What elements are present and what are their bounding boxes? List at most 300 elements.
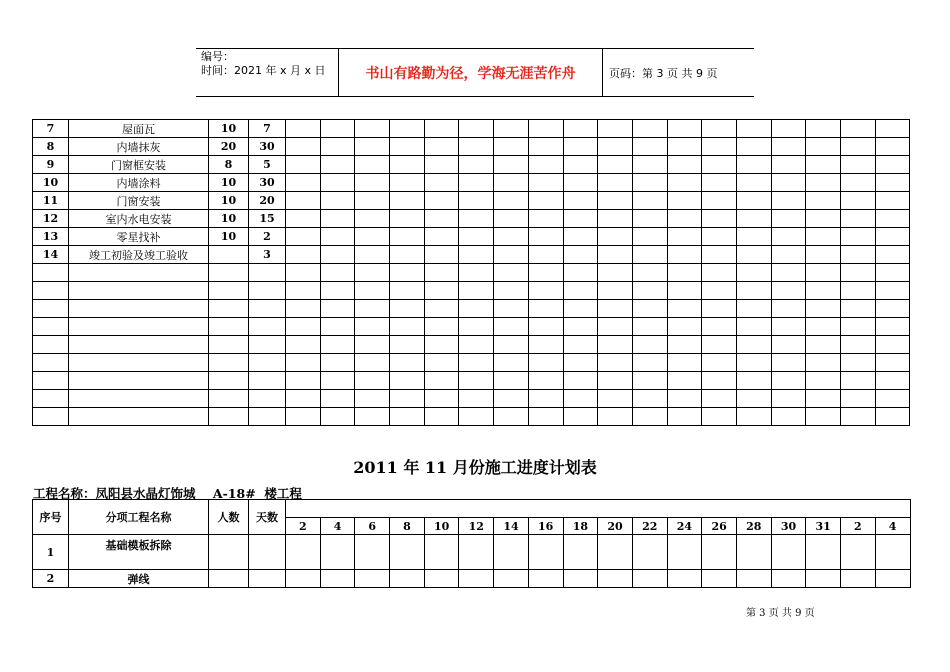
empty-cell <box>459 300 494 318</box>
timeline-cell <box>736 210 771 228</box>
empty-cell <box>563 300 598 318</box>
empty-cell <box>249 354 286 372</box>
timeline-cell <box>563 535 598 570</box>
empty-cell <box>632 300 667 318</box>
empty-cell <box>69 390 209 408</box>
empty-cell <box>563 282 598 300</box>
date-header: 2 <box>286 518 321 535</box>
empty-cell <box>771 282 806 300</box>
empty-cell <box>459 264 494 282</box>
timeline-cell <box>702 210 737 228</box>
timeline-cell <box>424 120 459 138</box>
row-number: 10 <box>33 174 69 192</box>
timeline-cell <box>632 120 667 138</box>
empty-cell <box>841 390 876 408</box>
empty-cell <box>249 264 286 282</box>
empty-cell <box>33 390 69 408</box>
timeline-cell <box>355 120 390 138</box>
timeline-cell <box>667 192 702 210</box>
empty-cell <box>69 264 209 282</box>
timeline-cell <box>841 120 876 138</box>
day-count: 15 <box>249 210 286 228</box>
empty-cell <box>563 390 598 408</box>
empty-cell <box>209 282 249 300</box>
empty-cell <box>320 336 355 354</box>
empty-cell <box>459 336 494 354</box>
empty-cell <box>286 264 321 282</box>
timeline-cell <box>286 192 321 210</box>
timeline-cell <box>494 570 529 588</box>
table-row <box>33 535 911 570</box>
timeline-cell <box>875 210 910 228</box>
timeline-cell <box>355 138 390 156</box>
timeline-cell <box>320 192 355 210</box>
empty-cell <box>875 300 910 318</box>
empty-cell <box>355 354 390 372</box>
timeline-cell <box>806 156 841 174</box>
timeline-cell <box>771 120 806 138</box>
people-count: 10 <box>209 228 249 246</box>
row-number: 13 <box>33 228 69 246</box>
empty-cell <box>320 372 355 390</box>
empty-cell <box>841 318 876 336</box>
empty-cell <box>320 264 355 282</box>
empty-cell <box>459 318 494 336</box>
empty-cell <box>632 408 667 426</box>
timeline-cell <box>459 210 494 228</box>
date-header: 26 <box>702 518 737 535</box>
timeline-cell <box>632 174 667 192</box>
timeline-cell <box>771 156 806 174</box>
timeline-cell <box>875 570 910 588</box>
timeline-cell <box>632 535 667 570</box>
timeline-cell <box>598 535 633 570</box>
empty-cell <box>736 408 771 426</box>
page-footer: 第 3 页 共 9 页 <box>746 608 815 619</box>
timeline-cell <box>459 228 494 246</box>
timeline-cell <box>494 174 529 192</box>
empty-cell <box>841 264 876 282</box>
empty-cell <box>459 390 494 408</box>
timeline-cell <box>286 138 321 156</box>
timeline-cell <box>771 174 806 192</box>
row-number: 12 <box>33 210 69 228</box>
timeline-cell <box>459 156 494 174</box>
timeline-cell <box>702 156 737 174</box>
timeline-cell <box>494 246 529 264</box>
timeline-cell <box>355 210 390 228</box>
timeline-cell <box>875 120 910 138</box>
empty-cell <box>563 264 598 282</box>
header-date-band <box>286 500 911 518</box>
timeline-cell <box>320 210 355 228</box>
empty-cell <box>841 372 876 390</box>
empty-cell <box>286 300 321 318</box>
day-count: 20 <box>249 192 286 210</box>
timeline-cell <box>286 156 321 174</box>
timeline-cell <box>667 535 702 570</box>
day-count: 5 <box>249 156 286 174</box>
timeline-cell <box>598 138 633 156</box>
timeline-cell <box>494 192 529 210</box>
empty-cell <box>528 390 563 408</box>
empty-cell <box>875 318 910 336</box>
table-row <box>33 156 910 174</box>
timeline-cell <box>736 120 771 138</box>
timeline-cell <box>424 210 459 228</box>
timeline-cell <box>459 120 494 138</box>
timeline-cell <box>320 138 355 156</box>
day-count: 30 <box>249 174 286 192</box>
empty-cell <box>702 354 737 372</box>
timeline-cell <box>598 570 633 588</box>
empty-cell <box>771 264 806 282</box>
timeline-cell <box>841 192 876 210</box>
timeline-cell <box>875 246 910 264</box>
timeline-cell <box>702 174 737 192</box>
timeline-cell <box>702 138 737 156</box>
header-name: 分项工程名称 <box>69 500 209 535</box>
empty-cell <box>528 300 563 318</box>
timeline-cell <box>286 210 321 228</box>
task-name: 竣工初验及竣工验收 <box>69 246 209 264</box>
timeline-cell <box>771 535 806 570</box>
empty-cell <box>209 336 249 354</box>
task-name: 屋面瓦 <box>69 120 209 138</box>
timeline-cell <box>598 210 633 228</box>
empty-cell <box>424 318 459 336</box>
empty-cell <box>632 354 667 372</box>
table-row <box>33 318 910 336</box>
empty-cell <box>667 354 702 372</box>
empty-cell <box>702 390 737 408</box>
header-people: 人数 <box>209 500 249 535</box>
timeline-cell <box>286 246 321 264</box>
empty-cell <box>841 336 876 354</box>
timeline-cell <box>667 174 702 192</box>
timeline-cell <box>563 246 598 264</box>
timeline-cell <box>702 246 737 264</box>
timeline-cell <box>875 174 910 192</box>
timeline-cell <box>806 246 841 264</box>
timeline-cell <box>771 570 806 588</box>
timeline-cell <box>355 570 390 588</box>
empty-cell <box>424 300 459 318</box>
empty-cell <box>390 318 425 336</box>
empty-cell <box>494 318 529 336</box>
table-row <box>33 354 910 372</box>
timeline-cell <box>806 120 841 138</box>
timeline-cell <box>563 156 598 174</box>
timeline-cell <box>841 535 876 570</box>
timeline-cell <box>632 570 667 588</box>
empty-cell <box>494 336 529 354</box>
task-name: 弹线 <box>69 570 209 588</box>
project-name: 工程名称：凤阳县水晶灯饰城 A-18# 楼工程 <box>33 486 302 501</box>
table-row <box>33 210 910 228</box>
empty-cell <box>209 264 249 282</box>
row-number: 14 <box>33 246 69 264</box>
timeline-cell <box>390 535 425 570</box>
timeline-cell <box>320 535 355 570</box>
timeline-cell <box>528 120 563 138</box>
timeline-cell <box>286 120 321 138</box>
empty-cell <box>702 336 737 354</box>
timeline-cell <box>459 570 494 588</box>
timeline-cell <box>320 120 355 138</box>
header-days: 天数 <box>249 500 286 535</box>
empty-cell <box>702 264 737 282</box>
timeline-cell <box>320 228 355 246</box>
timeline-cell <box>875 192 910 210</box>
timeline-cell <box>355 535 390 570</box>
empty-cell <box>320 390 355 408</box>
timeline-cell <box>736 192 771 210</box>
timeline-cell <box>736 228 771 246</box>
header-time: 时间：2021 年 x 月 x 日 <box>201 64 326 77</box>
timeline-cell <box>563 228 598 246</box>
empty-cell <box>528 336 563 354</box>
timeline-cell <box>667 210 702 228</box>
timeline-cell <box>494 228 529 246</box>
task-name: 门窗安装 <box>69 192 209 210</box>
empty-cell <box>702 372 737 390</box>
timeline-cell <box>459 535 494 570</box>
task-name: 零星找补 <box>69 228 209 246</box>
empty-cell <box>528 354 563 372</box>
empty-cell <box>598 300 633 318</box>
timeline-cell <box>632 156 667 174</box>
empty-cell <box>69 372 209 390</box>
empty-cell <box>494 390 529 408</box>
timeline-cell <box>806 228 841 246</box>
empty-cell <box>320 408 355 426</box>
empty-cell <box>875 372 910 390</box>
empty-cell <box>736 282 771 300</box>
empty-cell <box>209 408 249 426</box>
empty-cell <box>667 264 702 282</box>
empty-cell <box>390 372 425 390</box>
timeline-cell <box>841 246 876 264</box>
timeline-cell <box>736 138 771 156</box>
timeline-cell <box>320 174 355 192</box>
timeline-cell <box>320 570 355 588</box>
empty-cell <box>806 336 841 354</box>
empty-cell <box>424 282 459 300</box>
timeline-cell <box>598 246 633 264</box>
timeline-cell <box>320 246 355 264</box>
people-count: 10 <box>209 192 249 210</box>
empty-cell <box>563 354 598 372</box>
empty-cell <box>875 282 910 300</box>
timeline-cell <box>424 156 459 174</box>
empty-cell <box>424 372 459 390</box>
empty-cell <box>209 318 249 336</box>
timeline-cell <box>390 570 425 588</box>
empty-cell <box>841 354 876 372</box>
empty-cell <box>563 372 598 390</box>
task-name: 室内水电安装 <box>69 210 209 228</box>
empty-cell <box>33 408 69 426</box>
empty-cell <box>598 282 633 300</box>
empty-cell <box>286 354 321 372</box>
timeline-cell <box>563 192 598 210</box>
timeline-cell <box>771 138 806 156</box>
empty-cell <box>69 300 209 318</box>
day-count: 2 <box>249 228 286 246</box>
empty-cell <box>632 372 667 390</box>
timeline-cell <box>563 138 598 156</box>
empty-cell <box>424 264 459 282</box>
timeline-cell <box>459 174 494 192</box>
timeline-cell <box>390 120 425 138</box>
timeline-cell <box>667 138 702 156</box>
people-count <box>209 570 249 588</box>
timeline-cell <box>771 192 806 210</box>
empty-cell <box>736 372 771 390</box>
timeline-cell <box>875 228 910 246</box>
empty-cell <box>667 318 702 336</box>
empty-cell <box>563 336 598 354</box>
timeline-cell <box>806 174 841 192</box>
date-header: 28 <box>736 518 771 535</box>
timeline-cell <box>528 156 563 174</box>
empty-cell <box>806 282 841 300</box>
empty-cell <box>249 372 286 390</box>
empty-cell <box>209 372 249 390</box>
timeline-cell <box>459 246 494 264</box>
empty-cell <box>632 336 667 354</box>
empty-cell <box>249 408 286 426</box>
empty-cell <box>702 408 737 426</box>
timeline-cell <box>806 192 841 210</box>
timeline-cell <box>424 246 459 264</box>
date-header: 20 <box>598 518 633 535</box>
empty-cell <box>494 372 529 390</box>
timeline-cell <box>494 120 529 138</box>
timeline-cell <box>424 570 459 588</box>
timeline-cell <box>632 210 667 228</box>
empty-cell <box>806 372 841 390</box>
empty-cell <box>771 390 806 408</box>
empty-cell <box>286 390 321 408</box>
empty-cell <box>702 300 737 318</box>
row-number: 1 <box>33 535 69 570</box>
timeline-cell <box>598 228 633 246</box>
empty-cell <box>875 390 910 408</box>
empty-cell <box>494 354 529 372</box>
empty-cell <box>702 318 737 336</box>
date-header: 22 <box>632 518 667 535</box>
empty-cell <box>390 282 425 300</box>
table-row <box>33 264 910 282</box>
empty-cell <box>841 300 876 318</box>
empty-cell <box>841 408 876 426</box>
empty-cell <box>736 300 771 318</box>
timeline-cell <box>286 535 321 570</box>
empty-cell <box>286 336 321 354</box>
empty-cell <box>736 354 771 372</box>
empty-cell <box>355 318 390 336</box>
timeline-cell <box>390 228 425 246</box>
timeline-cell <box>286 174 321 192</box>
empty-cell <box>249 390 286 408</box>
empty-cell <box>667 408 702 426</box>
timeline-cell <box>528 192 563 210</box>
timeline-cell <box>806 138 841 156</box>
timeline-cell <box>667 570 702 588</box>
timeline-cell <box>841 156 876 174</box>
timeline-cell <box>736 174 771 192</box>
timeline-cell <box>841 228 876 246</box>
empty-cell <box>209 390 249 408</box>
empty-cell <box>355 264 390 282</box>
schedule-title: 2011 年 11 月份施工进度计划表 <box>353 458 597 477</box>
empty-cell <box>355 282 390 300</box>
timeline-cell <box>424 138 459 156</box>
timeline-cell <box>459 138 494 156</box>
timeline-cell <box>459 192 494 210</box>
schedule-table-continued <box>32 119 910 426</box>
table-row <box>33 282 910 300</box>
timeline-cell <box>528 138 563 156</box>
timeline-cell <box>424 174 459 192</box>
empty-cell <box>69 318 209 336</box>
header-page-number: 页码：第 3 页 共 9 页 <box>609 67 718 80</box>
empty-cell <box>320 318 355 336</box>
empty-cell <box>390 300 425 318</box>
empty-cell <box>33 282 69 300</box>
row-number: 8 <box>33 138 69 156</box>
table-row <box>33 138 910 156</box>
timeline-cell <box>736 156 771 174</box>
empty-cell <box>390 390 425 408</box>
empty-cell <box>598 372 633 390</box>
timeline-cell <box>667 246 702 264</box>
header-motto: 书山有路勤为径，学海无涯苦作舟 <box>365 66 576 82</box>
empty-cell <box>598 336 633 354</box>
table-row <box>33 228 910 246</box>
empty-cell <box>632 264 667 282</box>
timeline-cell <box>736 246 771 264</box>
timeline-cell <box>390 174 425 192</box>
empty-cell <box>69 354 209 372</box>
table-row <box>33 336 910 354</box>
timeline-cell <box>563 210 598 228</box>
timeline-cell <box>667 156 702 174</box>
empty-cell <box>667 372 702 390</box>
header-bottom-rule <box>196 96 754 97</box>
timeline-cell <box>806 210 841 228</box>
empty-cell <box>33 336 69 354</box>
empty-cell <box>494 300 529 318</box>
empty-cell <box>667 300 702 318</box>
empty-cell <box>424 390 459 408</box>
empty-cell <box>806 354 841 372</box>
empty-cell <box>390 336 425 354</box>
table-row <box>33 246 910 264</box>
empty-cell <box>528 372 563 390</box>
empty-cell <box>667 282 702 300</box>
date-header: 6 <box>355 518 390 535</box>
timeline-cell <box>771 210 806 228</box>
timeline-cell <box>632 228 667 246</box>
timeline-cell <box>702 570 737 588</box>
timeline-cell <box>632 192 667 210</box>
date-header: 4 <box>320 518 355 535</box>
empty-cell <box>494 264 529 282</box>
timeline-cell <box>320 156 355 174</box>
